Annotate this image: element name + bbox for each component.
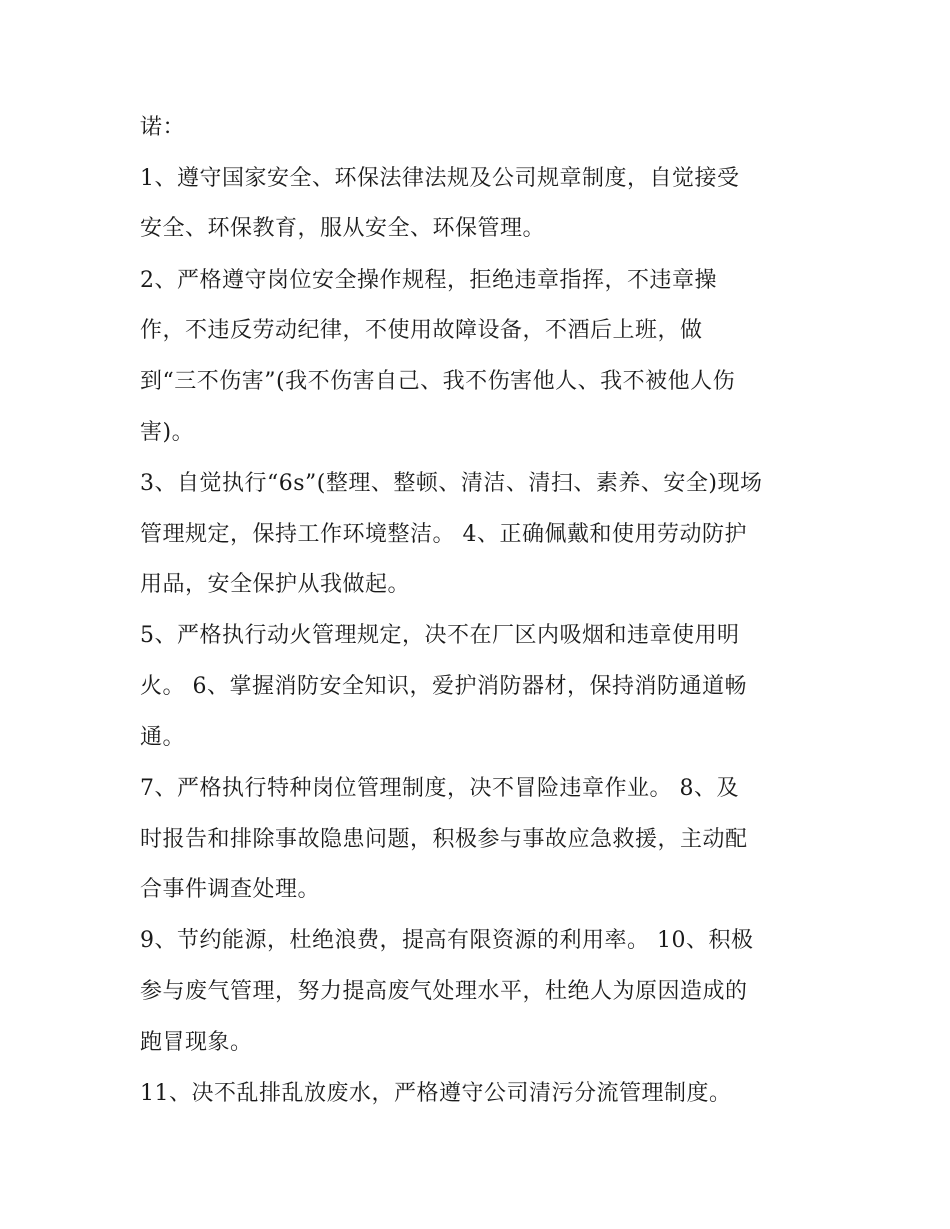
text-line: 跑冒现象。 (140, 1030, 253, 1055)
text-line: 9、节约能源，杜绝浪费，提高有限资源的利用率。 10、积极 (140, 928, 754, 953)
text-line: 5、严格执行动火管理规定，决不在厂区内吸烟和违章使用明 (140, 623, 740, 648)
text-line: 通。 (140, 725, 186, 750)
text-line: 参与废气管理，努力提高废气处理水平，杜绝人为原因造成的 (140, 979, 748, 1004)
text-line: 11、决不乱排乱放废水，严格遵守公司清污分流管理制度。 (140, 1081, 732, 1106)
text-line: 火。 6、掌握消防安全知识，爱护消防器材，保持消防通道畅 (140, 674, 747, 699)
text-line: 害)。 (140, 420, 195, 445)
text-line: 时报告和排除事故隐患问题，积极参与事故应急救援，主动配 (140, 827, 748, 852)
text-line: 安全、环保教育，服从安全、环保管理。 (140, 216, 546, 241)
text-line: 合事件调查处理。 (140, 877, 321, 902)
text-line: 管理规定，保持工作环境整洁。 4、正确佩戴和使用劳动防护 (140, 522, 747, 547)
text-line: 3、自觉执行“6s”(整理、整顿、清洁、清扫、素养、安全)现场 (140, 471, 763, 496)
text-line: 2、严格遵守岗位安全操作规程，拒绝违章指挥，不违章操 (140, 268, 717, 293)
text-line: 用品，安全保护从我做起。 (140, 572, 411, 597)
text-line: 作，不违反劳动纪律，不使用故障设备，不酒后上班，做 (140, 318, 703, 343)
text-line: 诺： (140, 115, 186, 140)
text-line: 到“三不伤害”(我不伤害自己、我不伤害他人、我不被他人伤 (140, 369, 736, 394)
text-line: 7、严格执行特种岗位管理制度，决不冒险违章作业。 8、及 (140, 776, 739, 801)
text-line: 1、遵守国家安全、环保法律法规及公司规章制度，自觉接受 (140, 166, 740, 191)
